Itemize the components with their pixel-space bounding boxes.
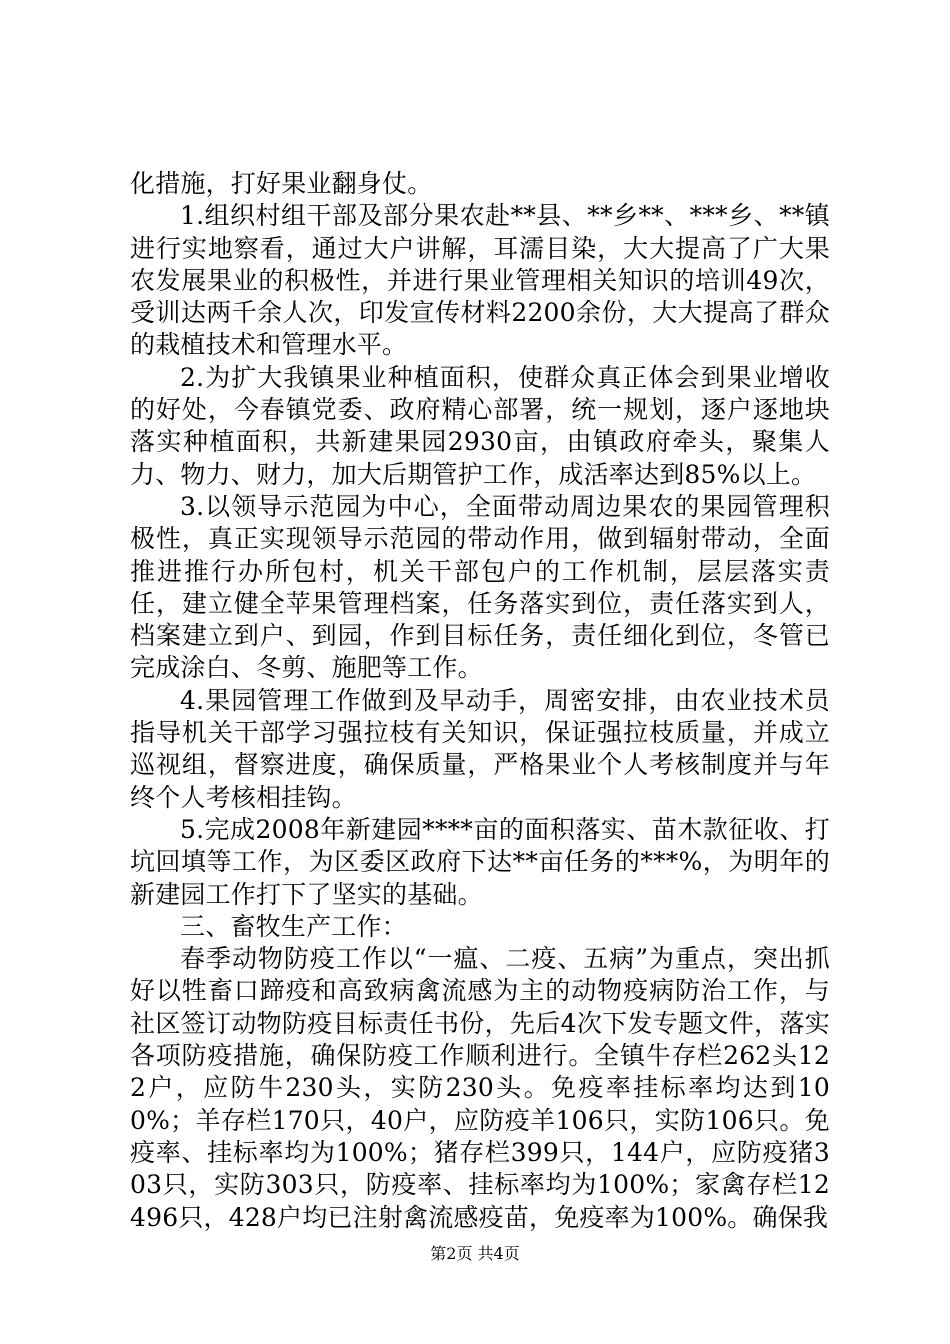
document-body <box>130 168 830 1234</box>
paragraph-item-2: 2.为扩大我镇果业种植面积，使群众真正体会到果业增收的好处，今春镇党委、政府精心部署，统一规划，逐户逐地块落实种植面积，共新建果园2930亩，由镇政府牵头，聚集人力、物力、财力，加大后期管护工作，成活率达到85%以上。 <box>130 362 830 489</box>
paragraph-item-4: 4.果园管理工作做到及早动手，周密安排，由农业技术员指导机关干部学习强拉枝有关知识，保证强拉枝质量，并成立巡视组，督察进度，确保质量，严格果业个人考核制度并与年终个人考核相挂钩。 <box>130 685 830 812</box>
paragraph-livestock: 春季动物防疫工作以“一瘟、二疫、五病”为重点，突出抓好以牲畜口蹄疫和高致病禽流感为主的动物疫病防治工作，与社区签订动物防疫目标责任书份，先后4次下发专题文件，落实各项防疫措施，确保防疫工作顺利进行。全镇牛存栏262头122户，应防牛230头，实防230头。免疫率挂标率均达到100%；羊存栏170只，40户，应防疫羊106只，实防106只。免疫率、挂标率均为100%；猪存栏399只，144户，应防疫猪303只，实防303只，防疫率、挂标率均为100%；家禽存栏12496只，428户均已注射禽流感疫苗，免疫率为100%。确保我 <box>130 944 830 1232</box>
page-number-label: 第2页 共4页 <box>430 1244 520 1263</box>
paragraph-item-1: 1.组织村组干部及部分果农赴**县、**乡**、***乡、**镇进行实地察看，通过大户讲解，耳濡目染，大大提高了广大果农发展果业的积极性，并进行果业管理相关知识的培训49次，受训达两千余人次，印发宣传材料2200余份，大大提高了群众的栽植技术和管理水平。 <box>130 201 830 360</box>
paragraph-item-5: 5.完成2008年新建园****亩的面积落实、苗木款征收、打坑回填等工作，为区委区政府下达**亩任务的***%，为明年的新建园工作打下了坚实的基础。 <box>130 814 830 909</box>
page-footer <box>0 1244 950 1264</box>
paragraph-continuation: 化措施，打好果业翻身仗。 <box>130 169 433 198</box>
paragraph-item-3: 3.以领导示范园为中心，全面带动周边果农的果园管理积极性，真正实现领导示范园的带动作用，做到辐射带动，全面推进推行办所包村，机关干部包户的工作机制，层层落实责任，建立健全苹果管理档案，任务落实到位，责任落实到人，档案建立到户、到园，作到目标任务，责任细化到位，冬管已完成涂白、冬剪、施肥等工作。 <box>130 491 830 683</box>
section-heading-livestock: 三、畜牧生产工作： <box>180 911 407 941</box>
